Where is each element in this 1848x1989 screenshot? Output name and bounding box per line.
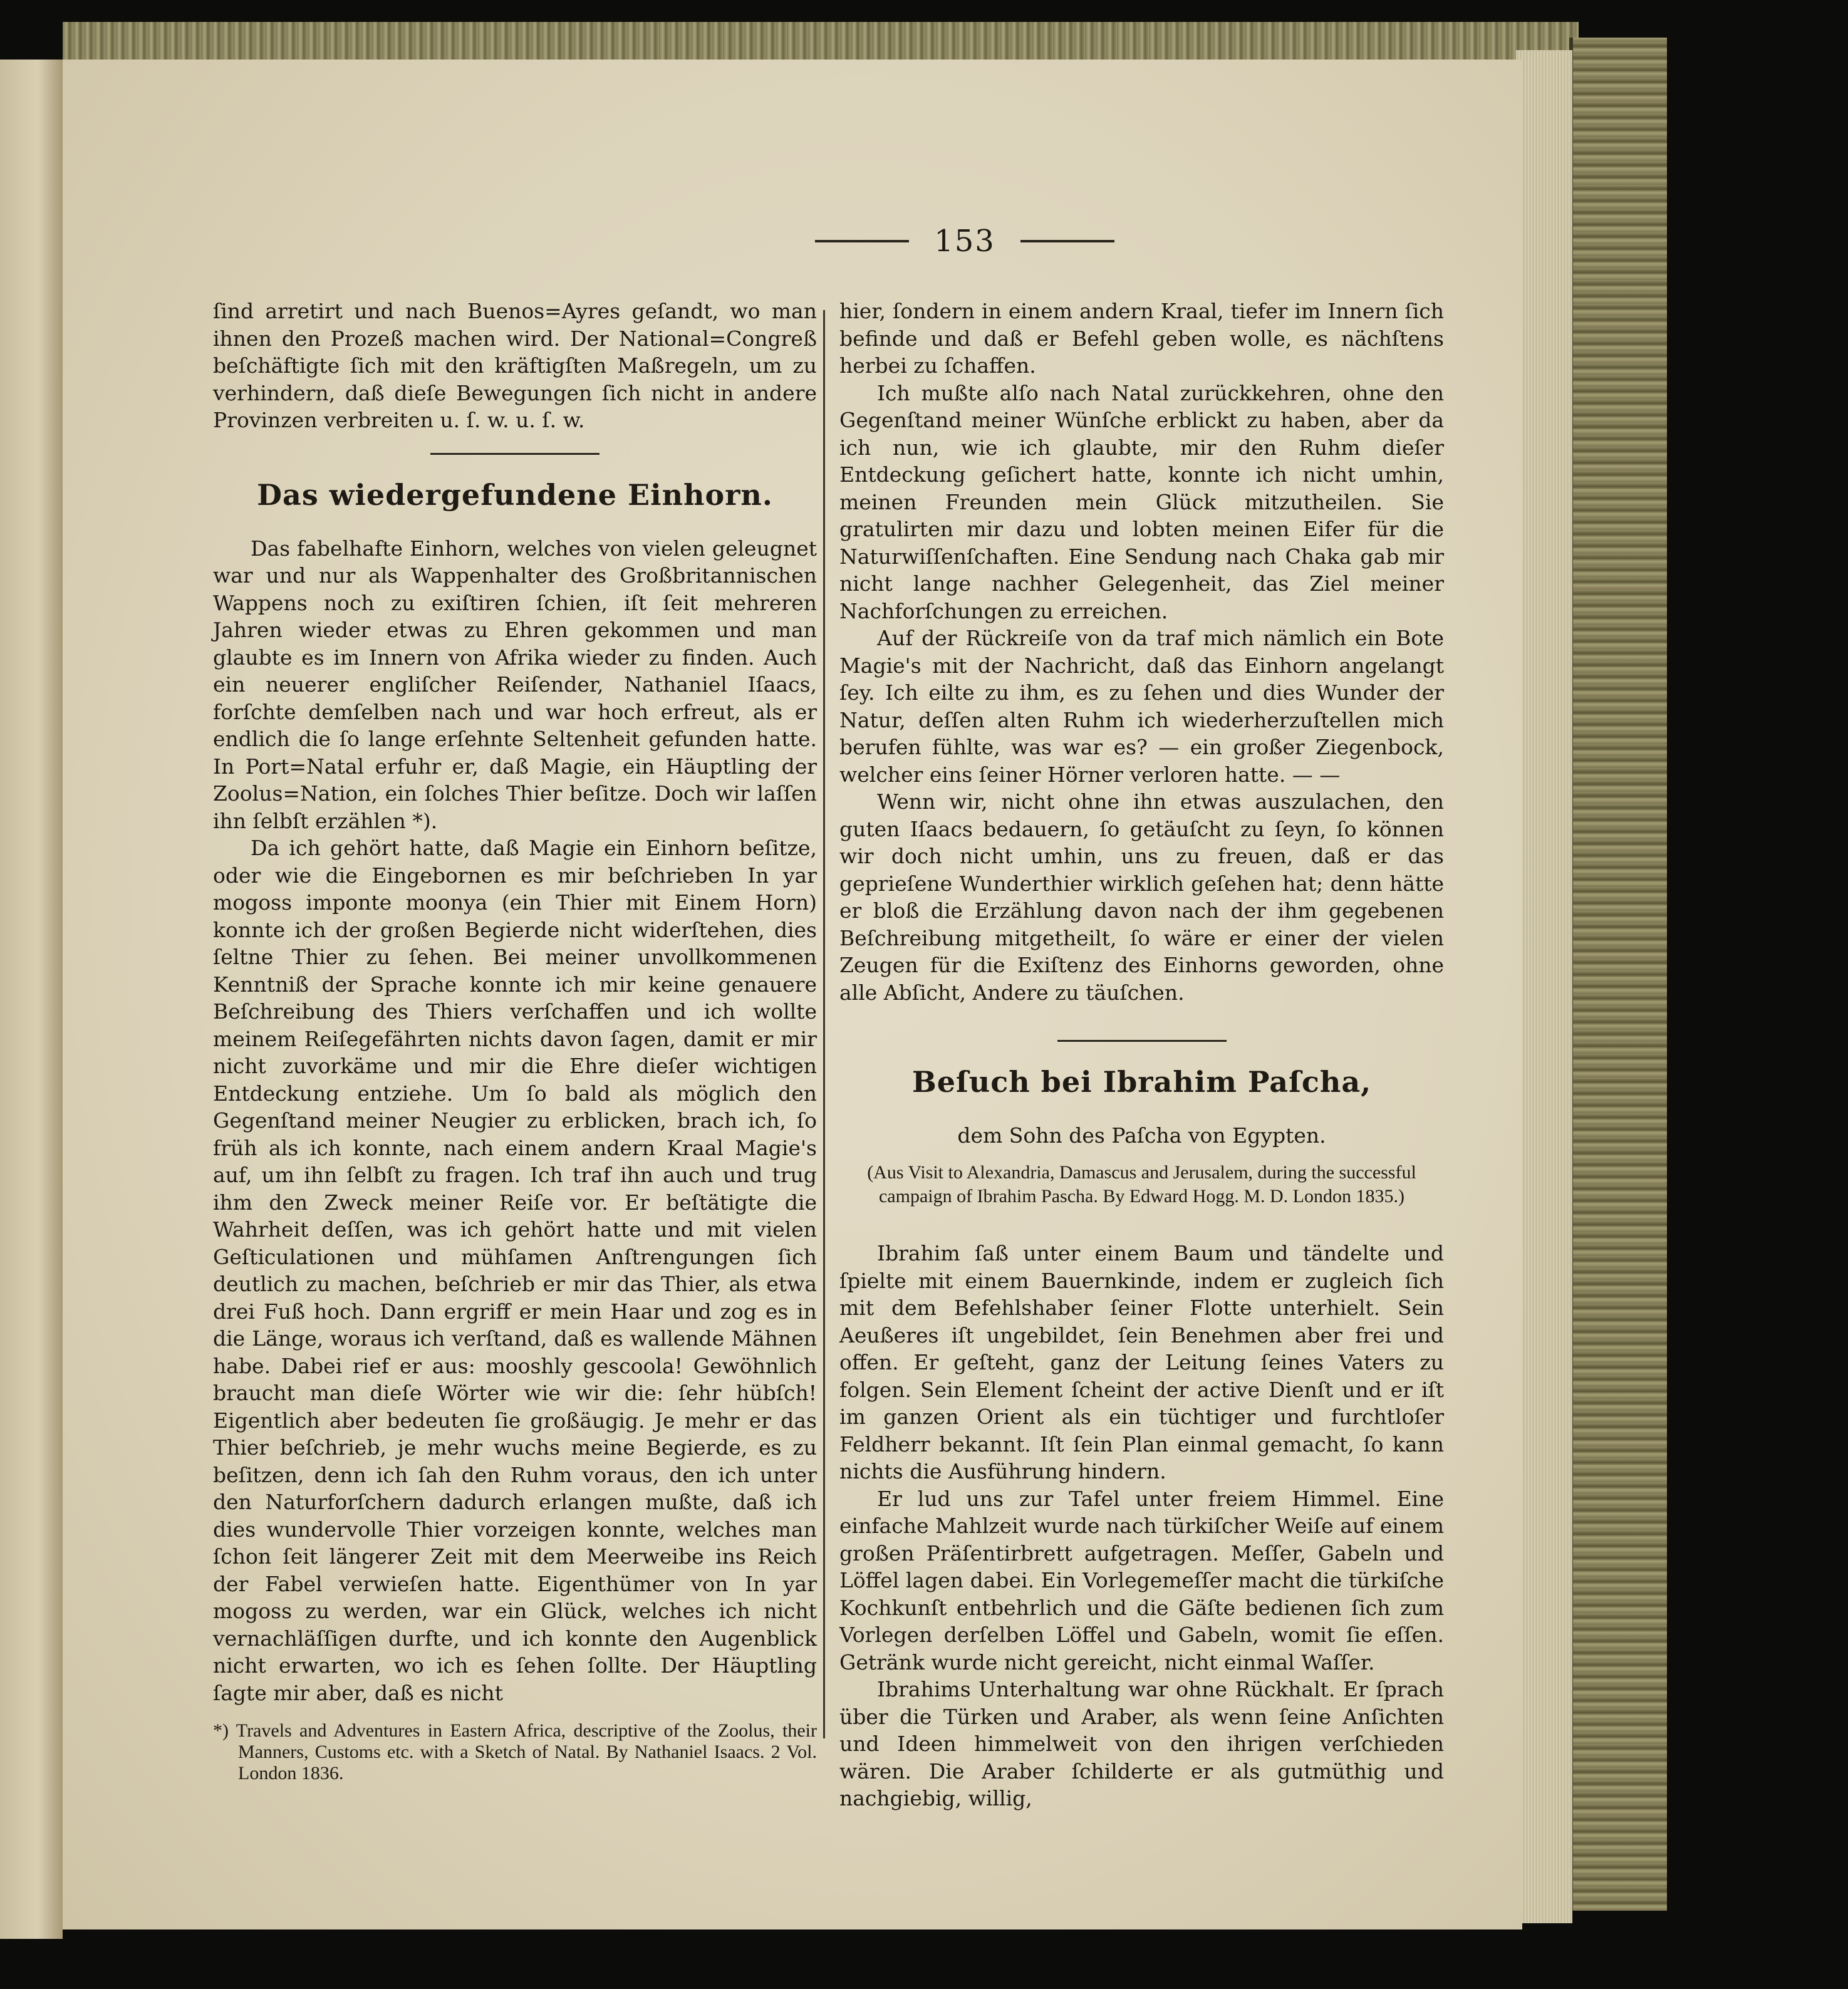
article-title-ibrahim: Beſuch bei Ibrahim Paſcha, — [911, 1065, 1372, 1099]
article-source: (Aus Visit to Alexandria, Damascus and Jerusalem, during the successful campaign of Ibrahim Pascha. By Edward Hogg. M. D. London 1835.) — [867, 1162, 1416, 1207]
left-column — [213, 298, 817, 1801]
right-column — [839, 298, 1444, 1810]
paragraph: Auf der Rückreiſe von da traf mich nämlich ein Bote Magie's mit der Nachricht, daß das Einhorn angelangt ſey. Ich eilte zu ihm, es zu ſehen und dies Wunder der Natur, deſſen alten Ruhm ich wiederherzuſtellen mich berufen fühlte, was war es? — ein großer Ziegenbock, welcher eins ſeiner Hörner verloren hatte. — — — [839, 626, 1444, 787]
paragraph: hier, ſondern in einem andern Kraal, tiefer im Innern ſich befinde und daß er Befehl geben wolle, es nächſtens herbei zu ſchaffen. — [839, 299, 1444, 378]
header-rule-left — [815, 240, 909, 242]
facing-page-edge — [0, 60, 63, 1939]
section-separator — [1057, 1040, 1227, 1042]
book-page — [63, 60, 1522, 1929]
paragraph: Da ich gehört hatte, daß Magie ein Einhorn beſitze, oder wie die Eingebornen es mir beſchrieben In yar mogoss imponte moonya (ein Thier mit Einem Horn) konnte ich der großen Begierde nicht widerſtehen, dies ſeltne Thier zu ſehen. Bei meiner unvollkommenen Kenntniß der Sprache konnte ich mir keine genauere Beſchreibung des Thiers verſchaffen und ich wollte meinem Reiſegefährten nichts davon ſagen, damit er mir nicht zuvorkäme und mir die Ehre dieſer wichtigen Entdeckung entziehe. Um ſo bald als möglich den Gegenſtand meiner Neugier zu erblicken, brach ich, ſo früh als ich konnte, nach einem andern Kraal Magie's auf, um ihn ſelbſt zu fragen. Ich traf ihn auch und trug ihm den Zweck meiner Reiſe vor. Er beſtätigte die Wahrheit deſſen, was ich gehört hatte und mit vielen Geſticulationen und mühſamen Anſtrengungen ſich deutlich zu machen, beſchrieb er mir das Thier, als etwa drei Fuß hoch. Dann ergriff er mein Haar und zog es in die Länge, woraus ich verſtand, daß es wallende Mähnen habe. Dabei rief er aus: mooshly gescoola! Gewöhnlich braucht man dieſe Wörter wie wir die: ſehr hübſch! Eigentlich aber bedeuten ſie großäugig. Je mehr er das Thier beſchrieb, je mehr wuchs meine Begierde, es zu beſitzen, denn ich ſah den Ruhm voraus, den ich unter den Naturforſchern dadurch erlangen mußte, daß ich dies wundervolle Thier vorzeigen konnte, welches man ſchon ſeit längerer Zeit mit dem Meerweibe ins Reich der Fabel verwieſen hatte. Eigenthümer von In yar mogoss zu werden, war ein Glück, welches ich nicht vernachläſſigen durfte, und ich konnte den Augenblick nicht erwarten, wo ich es ſehen ſollte. Der Häuptling ſagte mir aber, daß es nicht — [213, 836, 817, 1705]
book-right-edge — [1569, 38, 1667, 1911]
footnote: *) Travels and Adventures in Eastern Africa, descriptive of the Zoolus, their Manners, Customs etc. with a Sketch of Natal. By Nathaniel Isaacs. 2 Vol. London 1836. — [213, 1720, 817, 1784]
paragraph: Ich mußte alſo nach Natal zurückkehren, ohne den Gegenſtand meiner Wünſche erblickt zu haben, aber da ich nun, wie ich glaubte, mir den Ruhm dieſer Entdeckung geſichert hatte, konnte ich nicht umhin, meinen Freunden mein Glück mitzutheilen. Sie gratulirten mir dazu und lobten meinen Eifer für die Naturwiſſenſchaften. Eine Sendung nach Chaka gab mir nicht lange nachher Gelegenheit, das Ziel meiner Nachforſchungen zu erreichen. — [839, 380, 1444, 623]
column-divider — [823, 310, 825, 1738]
paragraph: Er lud uns zur Tafel unter freiem Himmel. Eine einfache Mahlzeit wurde nach türkiſcher Weiſe auf einem großen Präſentirbrett aufgetragen. Meſſer, Gabeln und Löffel lagen dabei. Ein Vorlegemeſſer macht die türkiſche Kochkunſt entbehrlich und die Gäſte bedienen ſich zum Vorlegen derſelben Löffel und Gabeln, womit ſie eſſen. Getränk wurde nicht gereicht, nicht einmal Waſſer. — [839, 1486, 1444, 1675]
article-subtitle: dem Sohn des Paſcha von Egypten. — [957, 1123, 1326, 1148]
page-number: 153 — [934, 224, 995, 259]
paragraph: Ibrahim ſaß unter einem Baum und tändelte und ſpielte mit einem Bauernkinde, indem er zugleich ſich mit dem Befehlshaber ſeiner Flotte unterhielt. Sein Aeußeres iſt ungebildet, ſein Benehmen aber frei und offen. Er geſteht, ganz der Leitung ſeines Vaters zu folgen. Sein Element ſcheint der active Dienſt und er iſt im ganzen Orient als ein tüchtiger und furchtloſer Feldherr bekannt. Iſt ſein Plan einmal gemacht, ſo kann nichts die Ausführung hindern. — [839, 1241, 1444, 1483]
header-rule-right — [1020, 240, 1114, 242]
page-header — [601, 204, 1328, 279]
paragraph: Das fabelhafte Einhorn, welches von vielen geleugnet war und nur als Wappenhalter des Großbritannischen Wappens noch zu exiſtiren ſchien, iſt ſeit mehreren Jahren wieder etwas zu Ehren gekommen und man glaubte es im Innern von Afrika wieder zu finden. Auch ein neuerer engliſcher Reiſender, Nathaniel Iſaacs, forſchte demſelben nach und war hoch erfreut, als er endlich die ſo lange erſehnte Seltenheit gefunden hatte. In Port=Natal erfuhr er, daß Magie, ein Häuptling der Zoolus=Nation, ein ſolches Thier beſitze. Doch wir laſſen ihn ſelbſt erzählen *). — [213, 536, 817, 833]
article-title-einhorn: Das wiedergefundene Einhorn. — [257, 477, 773, 512]
paragraph: Ibrahims Unterhaltung war ohne Rückhalt. Er ſprach über die Türken und Araber, als wenn ſeine Anſichten und Ideen himmelweit von den ihrigen verſchieden wären. Die Araber ſchilderte er als gutmüthig und nachgiebig, willig, — [839, 1677, 1444, 1810]
page-stack-edge — [1516, 50, 1572, 1923]
paragraph: Wenn wir, nicht ohne ihn etwas auszulachen, den guten Iſaacs bedauern, ſo getäuſcht zu ſeyn, ſo können wir doch nicht umhin, uns zu freuen, daß er das geprieſene Wunderthier wirklich geſehen hat; denn hätte er bloß die Erzählung davon nach der ihm gegebenen Beſchreibung mitgetheilt, ſo wäre er einer der vielen Zeugen für die Exiſtenz des Einhorns geworden, ohne alle Abſicht, Andere zu täuſchen. — [839, 789, 1444, 1005]
section-separator — [430, 453, 600, 455]
intro-paragraph: ſind arretirt und nach Buenos=Ayres geſandt, wo man ihnen den Prozeß machen wird. Der National=Congreß beſchäftigte ſich mit den kräftigſten Maßregeln, um zu verhindern, daß dieſe Bewegungen ſich nicht in andere Provinzen verbreiten u. ſ. w. u. ſ. w. — [213, 299, 817, 432]
